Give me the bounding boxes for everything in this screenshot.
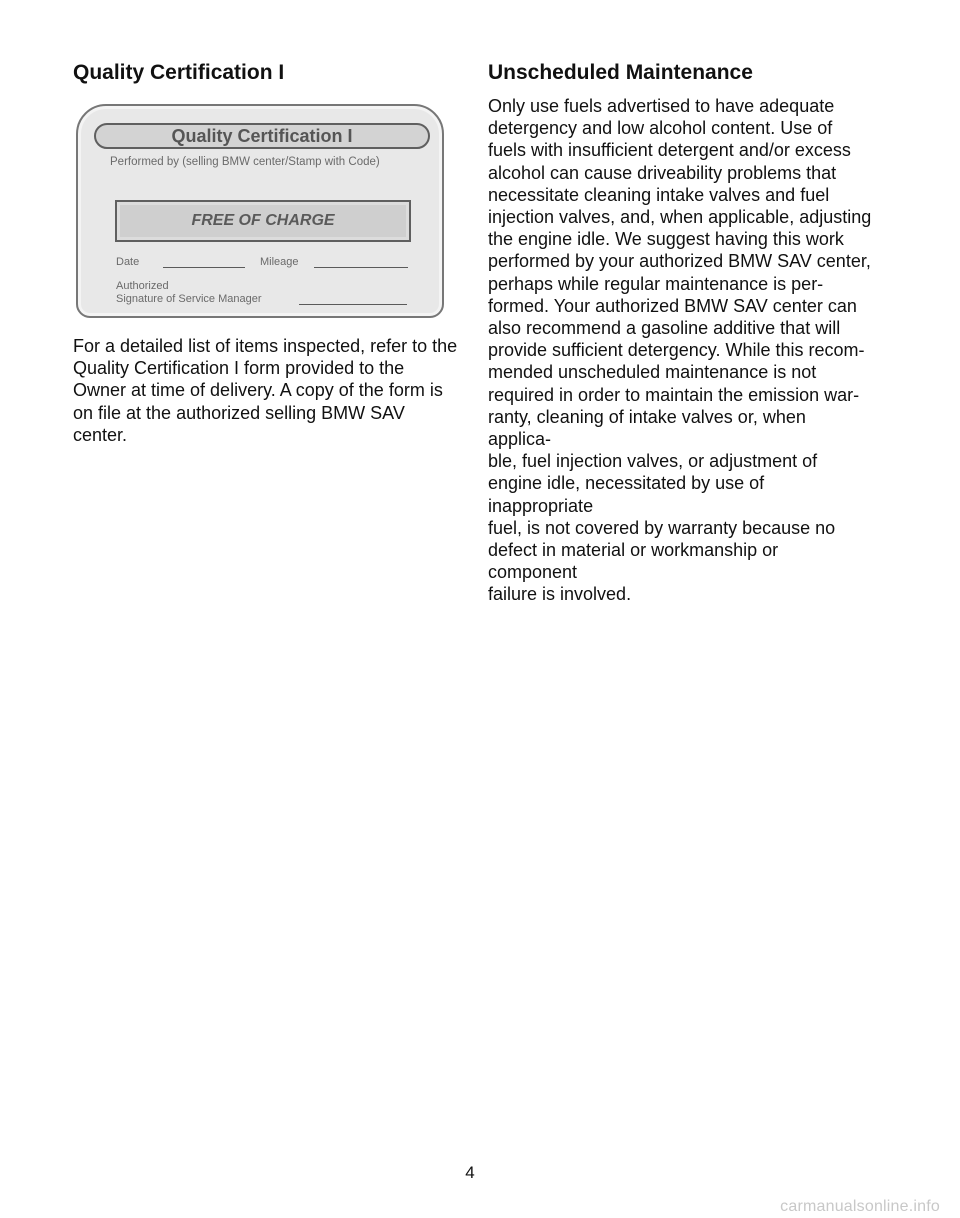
text-line: also recommend a gasoline additive that will xyxy=(488,318,841,339)
text-line: the engine idle. We suggest having this work xyxy=(488,229,844,250)
text-line: mended unscheduled maintenance is not xyxy=(488,362,817,383)
certificate-signature-line xyxy=(299,304,407,305)
text-line: ble, fuel injection valves, or adjustment of xyxy=(488,451,818,472)
text-line: on file at the authorized selling BMW SAV xyxy=(73,402,405,423)
quality-certification-form-image xyxy=(76,104,444,318)
text-line: injection valves, and, when applicable, adjusting xyxy=(488,207,872,228)
text-line: Owner at time of delivery. A copy of the form is xyxy=(73,380,443,401)
text-line: fuels with insufficient detergent and/or excess xyxy=(488,140,851,161)
certificate-stamp-box: FREE OF CHARGE xyxy=(115,200,411,242)
certificate-date-line xyxy=(163,267,245,268)
certificate-mileage-label: Mileage xyxy=(260,256,299,268)
text-line: For a detailed list of items inspected, refer to the xyxy=(73,336,458,356)
text-line: Only use fuels advertised to have adequate xyxy=(488,96,835,116)
text-line: formed. Your authorized BMW SAV center can xyxy=(488,295,857,316)
certificate-mileage-line xyxy=(314,267,408,268)
certificate-date-label: Date xyxy=(116,256,140,268)
text-line: alcohol can cause driveability problems that xyxy=(488,162,837,183)
text-line: required in order to maintain the emission war- xyxy=(488,384,860,405)
watermark: carmanualsonline.info xyxy=(780,1198,940,1215)
text-line: necessitate cleaning intake valves and fuel xyxy=(488,184,830,205)
text-line: provide sufficient detergency. While this recom- xyxy=(488,340,865,361)
text-line: Quality Certification I form provided to the xyxy=(73,358,405,379)
text-line: engine idle, necessitated by use of inappropriate xyxy=(488,473,765,516)
certificate-authorized-label: Authorized xyxy=(116,280,169,292)
text-line: detergency and low alcohol content. Use of xyxy=(488,118,833,139)
text-line: perhaps while regular maintenance is per- xyxy=(488,273,824,294)
text-line: failure is involved. xyxy=(488,584,632,605)
text-line: fuel, is not covered by warranty because no xyxy=(488,517,836,538)
text-line: ranty, cleaning of intake valves or, when applica- xyxy=(488,406,806,450)
text-line: performed by your authorized BMW SAV center, xyxy=(488,251,871,272)
quality-certification-paragraph xyxy=(73,335,463,446)
page-number: 4 xyxy=(465,1163,475,1182)
text-line: defect in material or workmanship or component xyxy=(488,540,779,583)
certificate-signature-label: Signature of Service Manager xyxy=(116,293,262,305)
certificate-performed-by-label: Performed by (selling BMW center/Stamp with Code) xyxy=(110,156,380,168)
certificate-title: Quality Certification I xyxy=(94,123,430,149)
unscheduled-maintenance-paragraph xyxy=(488,95,872,606)
section-heading-unscheduled-maintenance: Unscheduled Maintenance xyxy=(488,61,753,84)
text-line: center. xyxy=(73,424,128,445)
section-heading-quality-certification: Quality Certification I xyxy=(73,61,285,84)
